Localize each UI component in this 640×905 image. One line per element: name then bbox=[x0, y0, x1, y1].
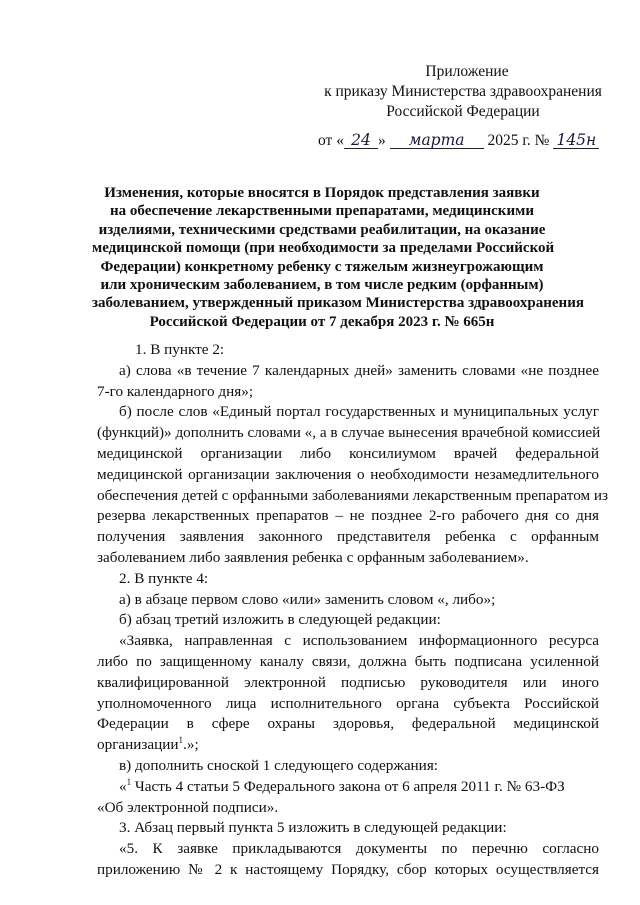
handwritten-month: марта bbox=[390, 132, 484, 149]
body-line: квалифицированной электронной подписью руководителя или иного bbox=[97, 673, 599, 691]
heading-line: Российской Федерации от 7 декабря 2023 г. № 665н bbox=[149, 313, 495, 330]
appendix-title: Приложение bbox=[425, 63, 509, 80]
heading-line: на обеспечение лекарственными препаратами, медицинскими bbox=[110, 203, 534, 220]
date-number-line bbox=[318, 130, 618, 152]
item-1-heading: 1. В пункте 2: bbox=[135, 341, 225, 358]
item-3-heading: 3. Абзац первый пункта 5 изложить в следующей редакции: bbox=[119, 819, 507, 837]
date-quote-close: » bbox=[377, 132, 386, 149]
body-line: резерва лекарственных препаратов – не позднее 2-го рабочего дня со дня bbox=[97, 507, 599, 525]
body-line: медицинской организации заключения о необходимости незамедлительного bbox=[97, 465, 599, 483]
footnote-marker: 1 bbox=[178, 735, 184, 746]
body-line: в) дополнить сноской 1 следующего содержания: bbox=[119, 756, 439, 774]
heading-line: заболеванием, утвержденный приказом Министерства здравоохранения bbox=[92, 295, 584, 312]
body-line: обеспечения детей с орфанными заболеваниями лекарственным препаратом из bbox=[97, 486, 609, 504]
body-line: Федерации в сфере охраны здоровья, федеральной медицинской bbox=[97, 715, 599, 733]
body-line: заболеванием либо заявления ребенка с орфанным заболеванием». bbox=[97, 548, 529, 566]
document-body bbox=[97, 340, 609, 881]
body-text: организации bbox=[97, 736, 179, 754]
heading-line: или хроническим заболеванием, в том числе редким (орфанным) bbox=[100, 277, 544, 294]
appendix-country-line: Российской Федерации bbox=[386, 103, 540, 120]
heading-line: Изменения, которые вносятся в Порядок представления заявки bbox=[104, 185, 540, 201]
handwritten-order-number: 145н bbox=[553, 132, 599, 149]
body-line: а) в абзаце первом слово «или» заменить словом «, либо»; bbox=[119, 590, 496, 608]
appendix-order-line: к приказу Министерства здравоохранения bbox=[324, 83, 602, 100]
footnote-line bbox=[97, 777, 599, 798]
body-line: б) после слов «Единый портал государственных и муниципальных услуг bbox=[119, 403, 599, 421]
appendix-block bbox=[318, 62, 608, 122]
body-line: (функций)» дополнить словами «, а в случае вынесения врачебной комиссией bbox=[97, 424, 601, 442]
heading-line: Федерации) конкретному ребенку с тяжелым жизнеугрожающим bbox=[100, 258, 544, 275]
heading-line: медицинской помощи (при необходимости за пределами Российской bbox=[92, 240, 555, 257]
body-line: либо по защищенному каналу связи, должна быть подписана усиленной bbox=[97, 652, 599, 670]
body-text: .»; bbox=[183, 736, 199, 754]
document-heading bbox=[92, 184, 584, 331]
body-line bbox=[97, 735, 599, 756]
body-line: «Заявка, направленная с использованием информационного ресурса bbox=[119, 632, 599, 650]
body-line: 7-го календарного дня»; bbox=[97, 382, 254, 400]
body-line: б) абзац третий изложить в следующей редакции: bbox=[119, 611, 441, 629]
year-number-label: 2025 г. № bbox=[487, 132, 550, 149]
body-line: приложению № 2 к настоящему Порядку, сбор которых осуществляется bbox=[97, 860, 599, 878]
body-line: «5. К заявке прикладываются документы по перечню согласно bbox=[119, 840, 599, 858]
date-prefix: от « bbox=[318, 132, 344, 149]
footnote-marker: 1 bbox=[126, 776, 132, 787]
body-line: «Об электронной подписи». bbox=[97, 798, 279, 816]
body-line: уполномоченного лица исполнительного органа субъекта Российской bbox=[97, 694, 599, 712]
heading-line: изделиями, техническими средствами реабилитации, на оказание bbox=[98, 221, 546, 238]
body-line: а) слова «в течение 7 календарных дней» заменить словами «не позднее bbox=[119, 361, 599, 379]
handwritten-day: 24 bbox=[344, 132, 378, 149]
body-text: Часть 4 статьи 5 Федерального закона от 6 апреля 2011 г. № 63-ФЗ bbox=[131, 777, 565, 795]
body-line: получения заявления законного представителя ребенка с орфанным bbox=[97, 528, 599, 546]
body-text: « bbox=[119, 777, 127, 795]
body-line: медицинской организации либо консилиумом врачей федеральной bbox=[97, 444, 599, 462]
item-2-heading: 2. В пункте 4: bbox=[119, 569, 209, 587]
